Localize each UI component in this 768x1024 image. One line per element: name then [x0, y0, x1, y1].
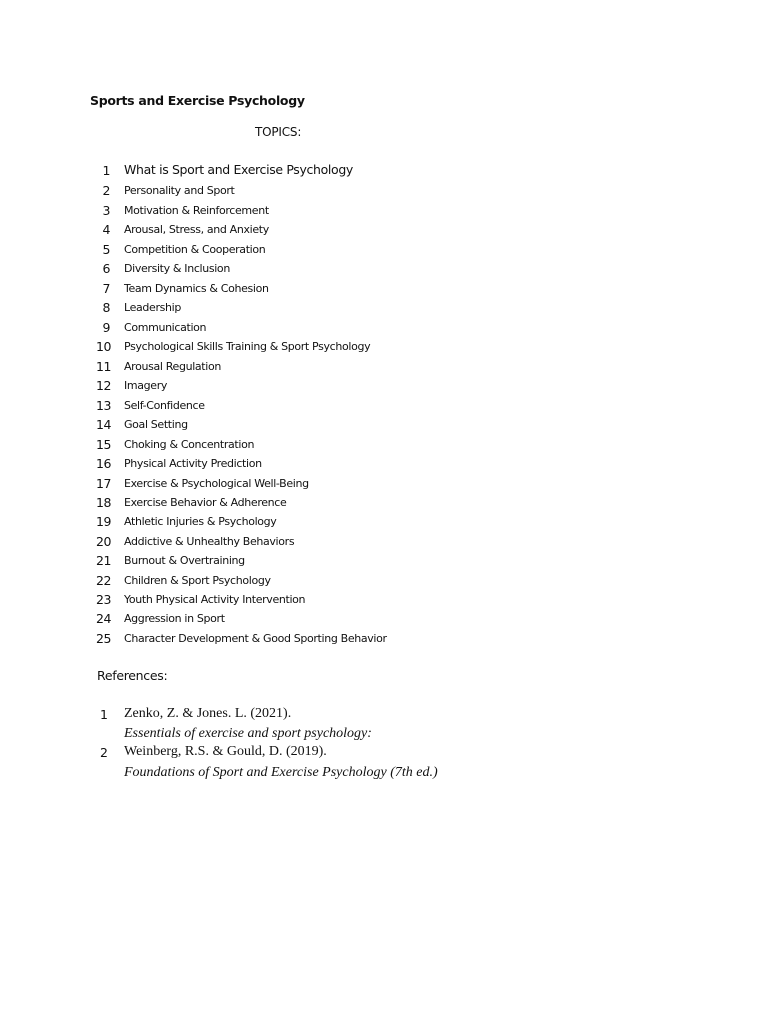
- topic-row: [96, 320, 496, 338]
- topic-label: Self-Confidence: [124, 398, 205, 412]
- topic-row: [96, 300, 496, 318]
- topic-number: 11: [96, 358, 112, 374]
- topic-label: Personality and Sport: [124, 184, 235, 197]
- topic-label: Arousal Regulation: [124, 359, 221, 373]
- document-title: Sports and Exercise Psychology: [90, 93, 305, 108]
- topic-label: Choking & Concentration: [124, 437, 255, 451]
- topic-label: Athletic Injuries & Psychology: [124, 515, 277, 528]
- topic-number: 8: [102, 300, 110, 315]
- topic-row: [96, 417, 496, 435]
- topic-row: [96, 631, 496, 649]
- topic-label: Character Development & Good Sporting Behavior: [124, 631, 387, 645]
- topic-number: 24: [96, 611, 112, 626]
- topic-row: [96, 281, 496, 299]
- topic-label: What is Sport and Exercise Psychology: [124, 162, 353, 177]
- topics-heading: TOPICS:: [255, 125, 302, 139]
- topic-row: [96, 359, 496, 377]
- topic-row: [96, 611, 496, 629]
- topic-row: [96, 242, 496, 260]
- topic-row: [96, 398, 496, 416]
- topic-row: [96, 163, 496, 181]
- topic-label: Burnout & Overtraining: [124, 554, 245, 567]
- topic-label: Leadership: [124, 301, 181, 314]
- topic-row: [96, 573, 496, 591]
- topic-row: [96, 437, 496, 455]
- reference-number: 2: [100, 745, 108, 760]
- topic-label: Motivation & Reinforcement: [124, 203, 269, 217]
- topic-row: [96, 339, 496, 357]
- reference-author: Zenko, Z. & Jones. L. (2021).: [124, 706, 292, 721]
- topic-row: [96, 553, 496, 571]
- topic-row: [96, 203, 496, 221]
- topic-number: 21: [96, 553, 112, 568]
- topic-number: 3: [102, 202, 110, 218]
- topic-label: Children & Sport Psychology: [124, 573, 271, 587]
- topic-number: 22: [96, 572, 112, 588]
- topic-number: 23: [96, 592, 112, 607]
- topic-number: 1: [102, 163, 110, 178]
- topic-number: 17: [96, 475, 112, 491]
- reference-title: Foundations of Sport and Exercise Psychology (7th ed.): [124, 765, 438, 780]
- topic-row: [96, 592, 496, 610]
- topic-number: 10: [96, 339, 112, 354]
- topic-number: 2: [102, 183, 110, 198]
- topic-label: Goal Setting: [124, 418, 188, 431]
- topic-number: 6: [102, 261, 110, 276]
- topic-row: [96, 261, 496, 279]
- topic-row: [96, 495, 496, 513]
- topic-row: [96, 514, 496, 532]
- topic-label: Addictive & Unhealthy Behaviors: [124, 534, 295, 548]
- topic-number: 15: [96, 436, 112, 452]
- topic-label: Diversity & Inclusion: [124, 262, 230, 275]
- topic-label: Imagery: [124, 379, 168, 392]
- topic-label: Communication: [124, 320, 207, 334]
- topic-row: [96, 456, 496, 474]
- topic-number: 12: [96, 378, 112, 393]
- topic-number: 5: [102, 241, 110, 257]
- topic-label: Aggression in Sport: [124, 612, 225, 625]
- topic-number: 16: [96, 456, 112, 471]
- topic-label: Exercise Behavior & Adherence: [124, 496, 287, 509]
- topic-number: 18: [96, 495, 112, 510]
- topic-label: Psychological Skills Training & Sport Psychology: [124, 340, 371, 353]
- topic-number: 7: [102, 280, 110, 296]
- reference-title: Essentials of exercise and sport psychology:: [124, 726, 372, 741]
- topic-row: [96, 476, 496, 494]
- topic-label: Competition & Cooperation: [124, 242, 266, 256]
- topic-label: Exercise & Psychological Well-Being: [124, 476, 309, 490]
- reference-number: 1: [100, 707, 108, 722]
- topic-number: 20: [96, 533, 112, 549]
- topic-row: [96, 183, 496, 201]
- topic-row: [96, 222, 496, 240]
- references-heading: References:: [97, 668, 168, 683]
- reference-author: Weinberg, R.S. & Gould, D. (2019).: [124, 744, 327, 759]
- topic-number: 25: [96, 630, 112, 646]
- topic-label: Physical Activity Prediction: [124, 457, 262, 470]
- topic-label: Youth Physical Activity Intervention: [124, 593, 306, 606]
- topic-row: [96, 534, 496, 552]
- topic-number: 9: [102, 319, 110, 335]
- topic-number: 19: [96, 514, 112, 529]
- topic-label: Team Dynamics & Cohesion: [124, 281, 269, 295]
- topic-number: 14: [96, 417, 112, 432]
- topic-row: [96, 378, 496, 396]
- topic-number: 13: [96, 397, 112, 413]
- topic-number: 4: [102, 222, 110, 237]
- topic-label: Arousal, Stress, and Anxiety: [124, 223, 269, 236]
